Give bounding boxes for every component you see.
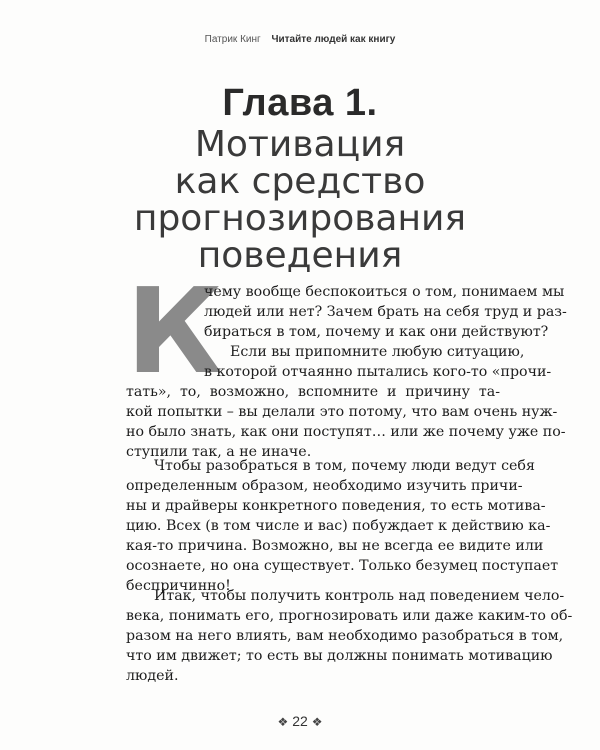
chapter-title-line: Мотивация (194, 124, 406, 165)
chapter-label: Глава 1. (222, 82, 378, 124)
text-line: определенным образом, необходимо изучить причи- (126, 478, 523, 494)
chapter-title-line: прогнозирования (133, 198, 467, 239)
page-footer (0, 713, 600, 729)
text-line: цию. Всех (в том числе и вас) побуждает к действию ка- (126, 518, 551, 534)
text-line: людей. (126, 668, 179, 684)
chapter-title (0, 126, 600, 274)
text-line: века, понимать его, прогнозировать или даже каким-то об- (126, 608, 573, 624)
text-line: что им движет; то есть вы должны понимать мотивацию (126, 648, 553, 664)
running-head (0, 34, 600, 45)
text-line: кая-то причина. Возможно, вы не всегда ее видите или (126, 538, 544, 554)
text-line: бираться в том, почему и как они действуют? (204, 324, 549, 340)
text-line: ступили так, а не иначе. (126, 444, 312, 460)
text-line: беспричинно! (126, 578, 231, 594)
paragraph-3 (126, 586, 573, 686)
running-head-author: Патрик Кинг (204, 34, 261, 45)
ornament-icon: ❖ (311, 715, 323, 729)
text-line: чему вообще беспокоиться о том, понимаем мы (204, 284, 565, 300)
drop-cap-letter: К (126, 262, 223, 400)
text-line: Чтобы разобраться в том, почему люди ведут себя (154, 458, 535, 474)
paragraph-2 (126, 456, 559, 596)
chapter-title-line: как средство (174, 161, 426, 202)
paragraph-1 (126, 282, 567, 462)
text-line: людей или нет? Зачем брать на себя труд и раз- (204, 304, 567, 320)
text-line: Итак, чтобы получить контроль над поведением чело- (154, 588, 565, 604)
ornament-icon: ❖ (277, 715, 289, 729)
text-line: разом на него влиять, вам необходимо разобраться в том, (126, 628, 564, 644)
text-line: тать», то, возможно, вспомните и причину та- (126, 384, 500, 400)
text-line: осознаете, но она существует. Только безумец поступает (126, 558, 559, 574)
text-line: ны и драйверы конкретного поведения, то есть мотива- (126, 498, 546, 514)
text-line: кой попытки – вы делали это потому, что вам очень нуж- (126, 404, 558, 420)
running-head-book-title: Читайте людей как книгу (271, 34, 396, 45)
page-number: 22 (292, 713, 308, 729)
text-line: но было знать, как они поступят… или же почему уже по- (126, 424, 566, 440)
text-line: Если вы припомните любую ситуацию, (230, 344, 525, 360)
text-line: в которой отчаянно пытались кого-то «прочи- (204, 364, 552, 380)
chapter-title-line: поведения (197, 235, 403, 276)
